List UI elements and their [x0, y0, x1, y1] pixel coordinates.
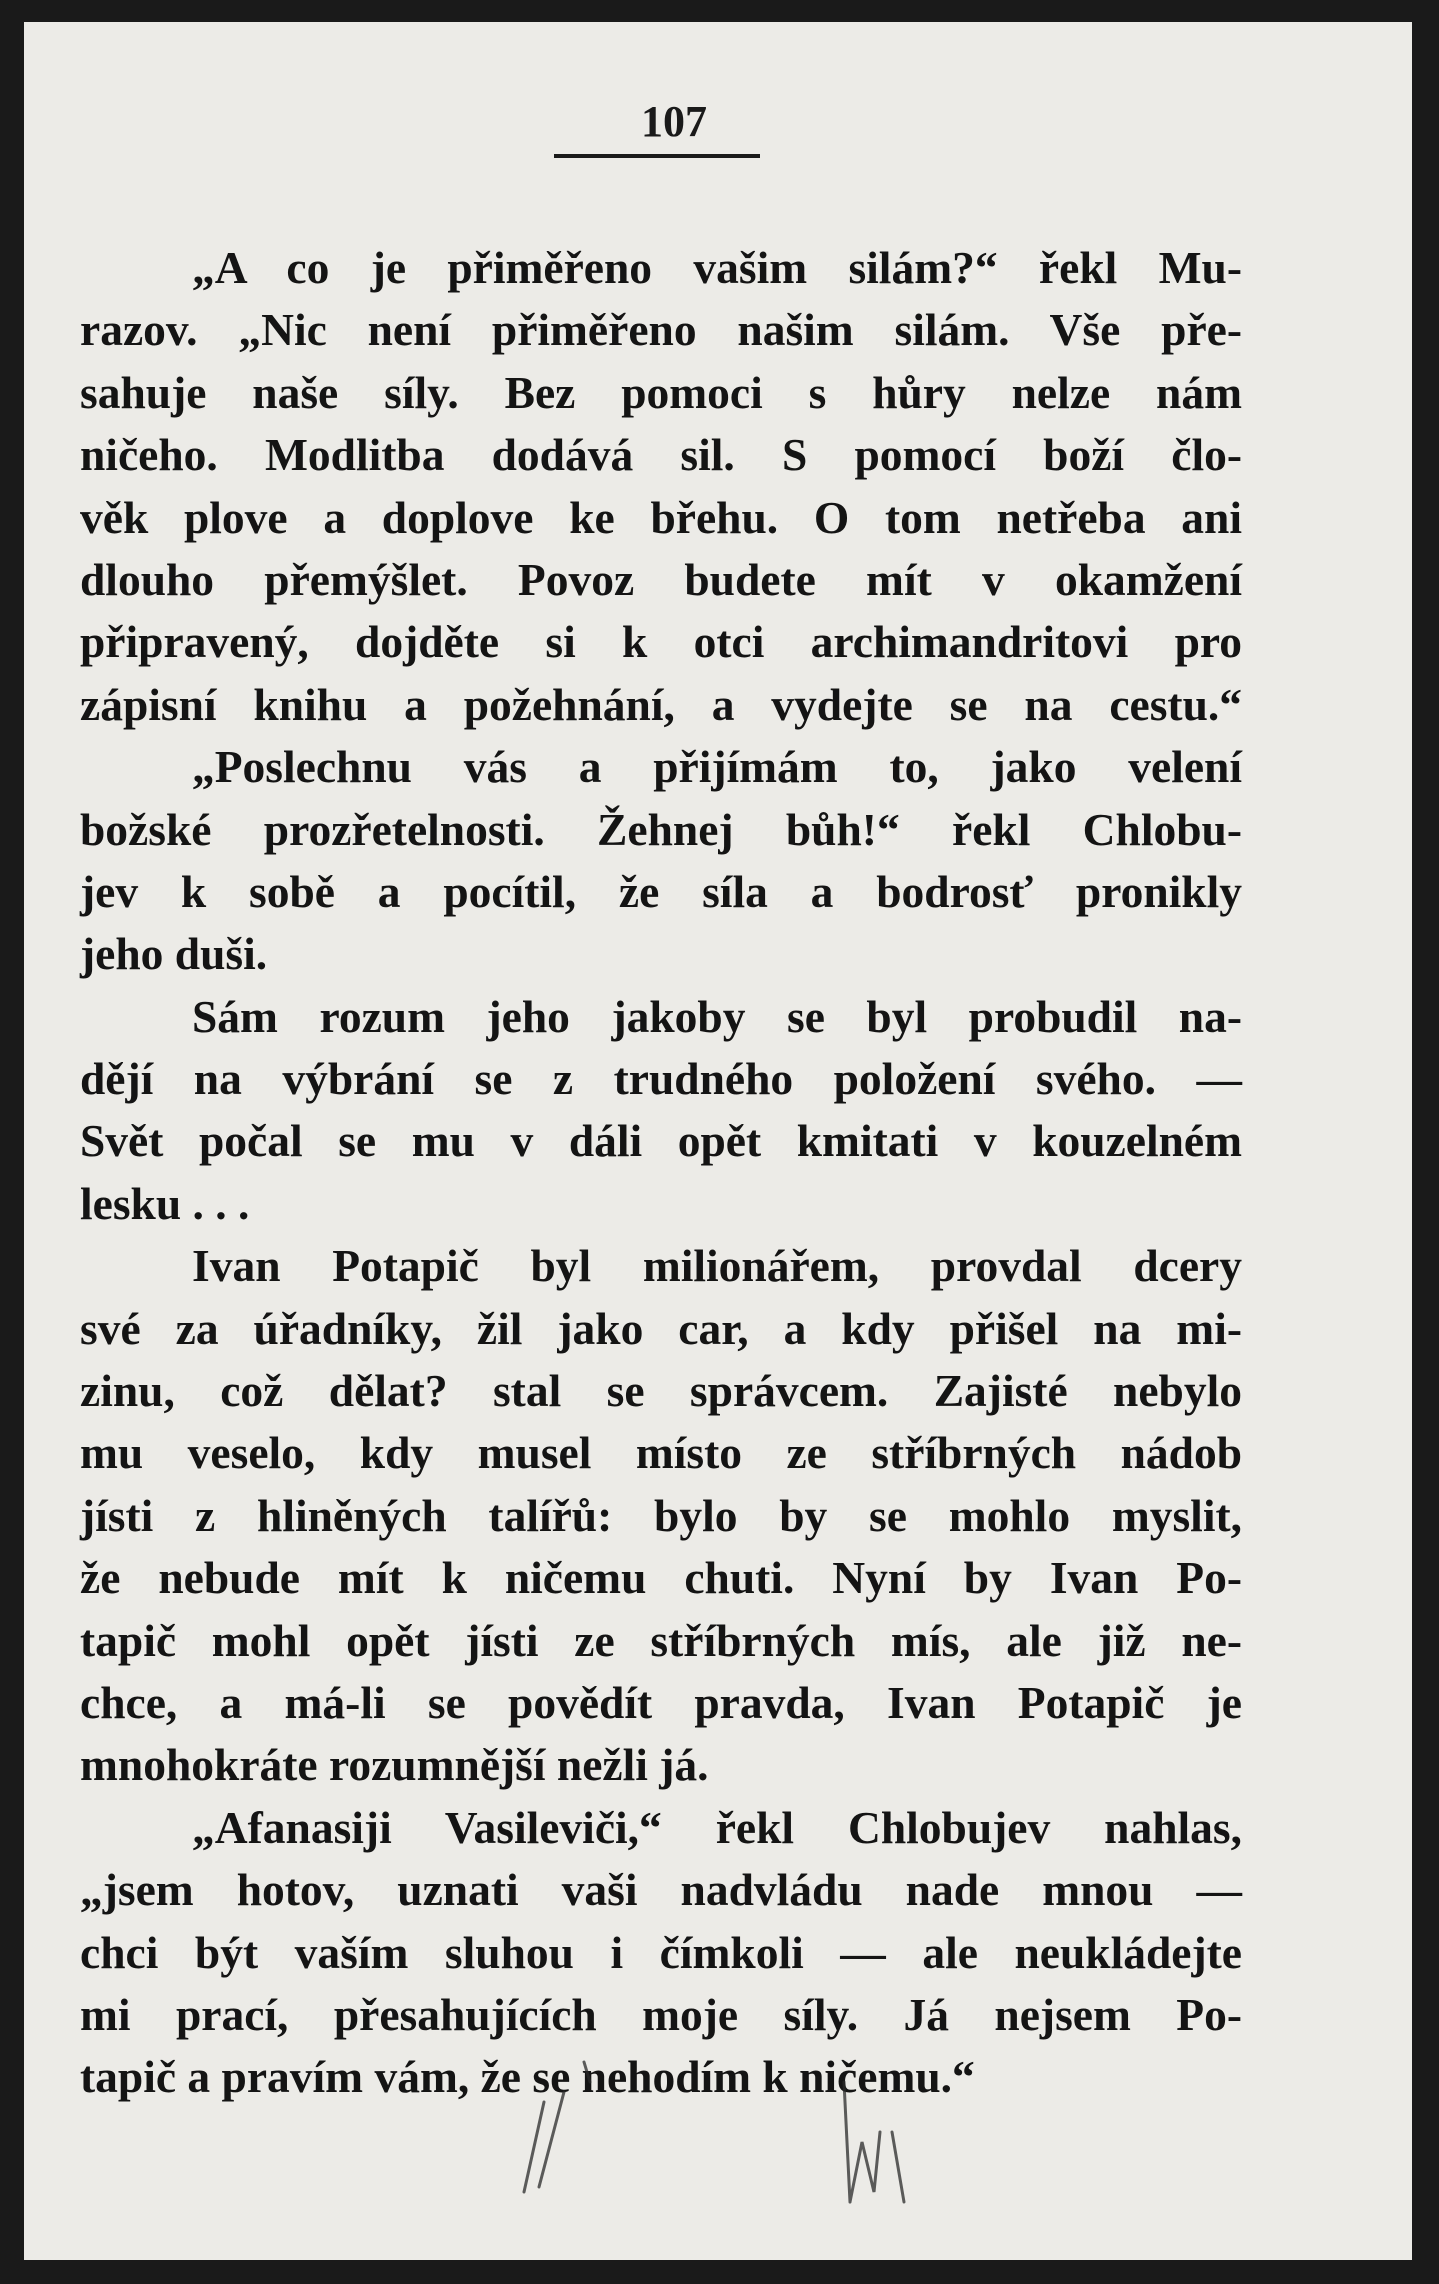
text-line: jísti z hliněných talířů: bylo by se mohlo myslit,	[80, 1489, 1242, 1541]
body-text	[80, 237, 1242, 2109]
text-line: Ivan Potapič byl milionářem, provdal dcery	[192, 1240, 1242, 1292]
text-line: chce, a má-li se povědít pravda, Ivan Potapič je	[80, 1676, 1242, 1728]
text-line: sahuje naše síly. Bez pomoci s hůry nelze nám	[80, 366, 1242, 418]
text-line: Sám rozum jeho jakoby se byl probudil na-	[192, 990, 1242, 1042]
text-line: mu veselo, kdy musel místo ze stříbrných nádob	[80, 1427, 1242, 1479]
text-line: tapič mohl opět jísti ze stříbrných mís, ale již ne-	[80, 1614, 1242, 1666]
text-line: „Afanasiji Vasileviči,“ řekl Chlobujev nahlas,	[192, 1801, 1242, 1853]
text-line: lesku . . .	[80, 1177, 250, 1229]
text-line: že nebude mít k ničemu chuti. Nyní by Ivan Po-	[80, 1552, 1242, 1604]
book-page	[24, 22, 1412, 2260]
text-line: dlouho přemýšlet. Povoz budete mít v okamžení	[80, 553, 1242, 605]
text-line: Svět počal se mu v dáli opět kmitati v kouzelném	[80, 1115, 1242, 1167]
text-line: zinu, což dělat? stal se správcem. Zajisté nebylo	[80, 1365, 1242, 1417]
text-line: jeho duši.	[80, 928, 268, 980]
text-line: „Poslechnu vás a přijímám to, jako velení	[192, 741, 1242, 793]
text-line: zápisní knihu a požehnání, a vydejte se na cestu.“	[80, 678, 1242, 730]
text-line: ničeho. Modlitba dodává sil. S pomocí boží člo-	[80, 429, 1242, 481]
text-line: dějí na výbrání se z trudného položení svého. —	[80, 1053, 1242, 1105]
text-line: jev k sobě a pocítil, že síla a bodrosť pronikly	[80, 865, 1242, 917]
text-line: tapič a pravím vám, že se nehodím k ničemu.“	[80, 2051, 975, 2103]
page-number: 107	[641, 97, 707, 146]
text-line: „jsem hotov, uznati vaši nadvládu nade mnou —	[80, 1864, 1242, 1916]
page-number-rule	[554, 154, 760, 158]
text-line: razov. „Nic není přiměřeno našim silám. Vše pře-	[80, 304, 1242, 356]
text-line: mi prací, přesahujících moje síly. Já nejsem Po-	[80, 1988, 1242, 2040]
text-line: božské prozřetelnosti. Žehnej bůh!“ řekl Chlobu-	[80, 803, 1242, 855]
text-line: „A co je přiměřeno vašim silám?“ řekl Mu-	[192, 242, 1242, 293]
text-line: chci být vaším sluhou i čímkoli — ale neukládejte	[80, 1926, 1242, 1978]
text-line: připravený, dojděte si k otci archimandritovi pro	[80, 616, 1242, 668]
text-line: své za úřadníky, žil jako car, a kdy přišel na mi-	[80, 1302, 1242, 1354]
text-line: věk plove a doplove ke břehu. O tom netřeba ani	[80, 491, 1242, 543]
text-line: mnohokráte rozumnější nežli já.	[80, 1739, 709, 1791]
